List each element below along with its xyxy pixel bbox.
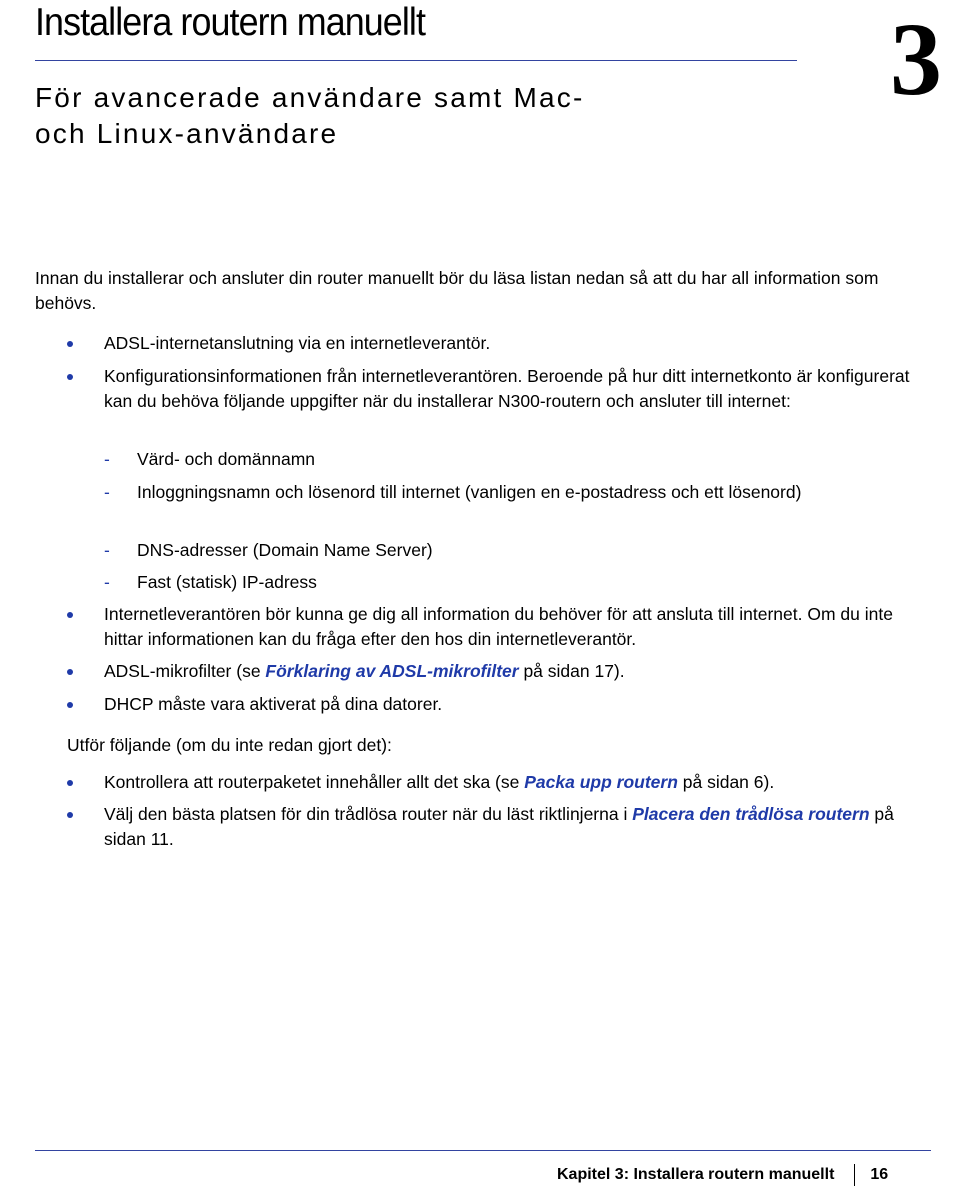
subtitle-line-1: För avancerade användare samt Mac-	[35, 82, 585, 113]
microfilter-link[interactable]: Förklaring av ADSL-mikrofilter	[265, 661, 519, 681]
step-1-text: Kontrollera att routerpaketet innehåller allt det ska (se	[104, 772, 525, 792]
page-number: 16	[870, 1166, 889, 1184]
list-item-dhcp: DHCP måste vara aktiverat på dina datorer.	[104, 694, 443, 714]
place-router-link[interactable]: Placera den trådlösa routern	[632, 804, 870, 824]
footer-chapter-label: Kapitel 3: Installera routern manuellt	[557, 1166, 835, 1184]
bullet-icon	[67, 341, 73, 347]
unpack-router-link[interactable]: Packa upp routern	[524, 772, 678, 792]
list-item-config-info: Konfigurationsinformationen från internetleverantören. Beroende på hur ditt internetkonto är konfigurerat kan du behöva följande uppgifter när du installerar N300-routern och ansluter till internet:	[104, 366, 910, 411]
intro-paragraph: Innan du installerar och ansluter din router manuellt bör du läsa listan nedan så att du har all information som behövs.	[35, 268, 879, 313]
sub-item-ip: Fast (statisk) IP-adress	[137, 572, 317, 592]
sub-item-dns: DNS-adresser (Domain Name Server)	[137, 540, 433, 560]
footer-separator	[854, 1164, 855, 1186]
dash-icon: -	[104, 482, 110, 502]
page-subtitle	[35, 80, 584, 152]
chapter-number: 3	[890, 2, 942, 117]
title-divider	[35, 60, 797, 61]
dash-icon: -	[104, 449, 110, 469]
list-item-isp-info: Internetleverantören bör kunna ge dig all information du behöver för att ansluta till internet. Om du inte hittar informationen kan du fråga efter den hos din internetleverantör.	[104, 604, 893, 649]
microfilter-page-ref: på sidan 17).	[518, 661, 625, 681]
bullet-icon	[67, 812, 73, 818]
sub-item-login: Inloggningsnamn och lösenord till internet (vanligen en e-postadress och ett lösenord)	[137, 482, 802, 502]
step-2-text: Välj den bästa platsen för din trådlösa router när du läst riktlinjerna i	[104, 804, 633, 824]
bullet-icon	[67, 612, 73, 618]
bullet-icon	[67, 669, 73, 675]
step-check-package	[104, 770, 934, 795]
page-title: Installera routern manuellt	[35, 1, 425, 44]
footer-divider	[35, 1150, 931, 1151]
step-2-page-ref: på sidan 11.	[104, 804, 894, 849]
bullet-icon	[67, 780, 73, 786]
dash-icon: -	[104, 540, 110, 560]
bullet-icon	[67, 374, 73, 380]
page-footer	[557, 1164, 888, 1186]
steps-intro: Utför följande (om du inte redan gjort det):	[67, 735, 392, 755]
step-placement	[104, 802, 934, 852]
microfilter-text: ADSL-mikrofilter (se	[104, 661, 266, 681]
subtitle-line-2: och Linux-användare	[35, 118, 339, 149]
sub-item-host: Värd- och domännamn	[137, 449, 316, 469]
dash-icon: -	[104, 572, 110, 592]
bullet-icon	[67, 702, 73, 708]
list-item-microfilter	[104, 659, 934, 684]
list-item-adsl: ADSL-internetanslutning via en internetleverantör.	[104, 333, 491, 353]
step-1-page-ref: på sidan 6).	[677, 772, 775, 792]
